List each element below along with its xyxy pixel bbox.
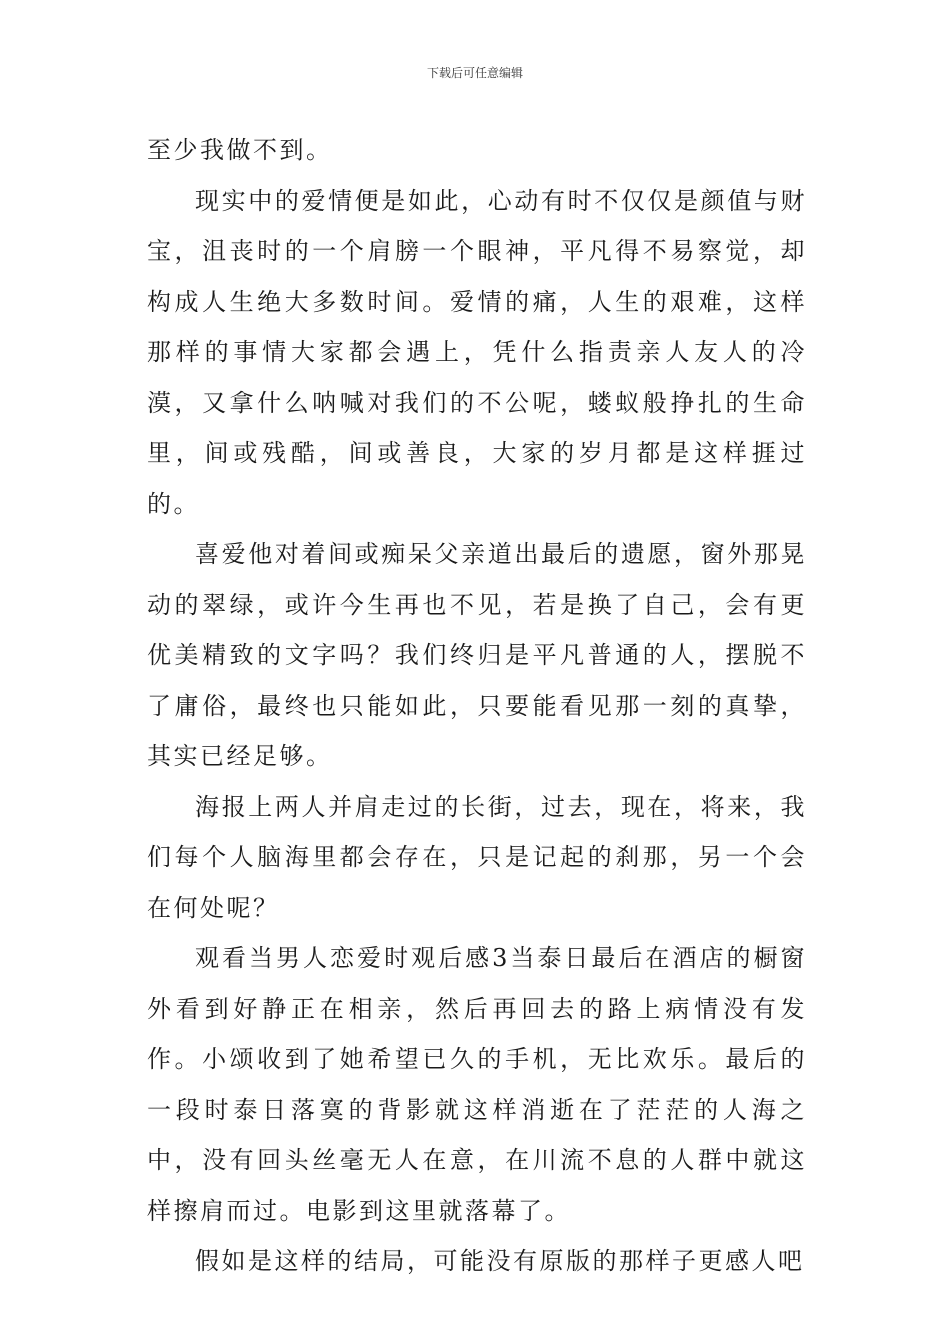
paragraph: 假如是这样的结局，可能没有原版的那样子更感人吧 <box>195 1247 805 1275</box>
paragraph: 观看当男人恋爱时观后感3当泰日最后在酒店的橱窗外看到好静正在相亲，然后再回去的路上病情没有发作。小颂收到了她希望已久的手机，无比欢乐。最后的一段时泰日落寞的背影就这样消逝在了茫茫的人海之中，没有回头丝毫无人在意，在川流不息的人群中就这样擦肩而过。电影到这里就落幕了。 <box>147 944 807 1225</box>
paragraph: 至少我做不到。 <box>147 136 333 164</box>
paragraph: 喜爱他对着间或痴呆父亲道出最后的遗愿，窗外那晃动的翠绿，或许今生再也不见，若是换了自己，会有更优美精致的文字吗？我们终归是平凡普通的人，摆脱不了庸俗，最终也只能如此，只要能看见那一刻的真挚，其实已经足够。 <box>147 540 807 770</box>
page-header: 下载后可任意编辑 <box>426 66 523 80</box>
paragraph: 海报上两人并肩走过的长街，过去，现在，将来，我们每个人脑海里都会存在，只是记起的刹那，另一个会在何处呢？ <box>147 792 807 922</box>
paragraph: 现实中的爱情便是如此，心动有时不仅仅是颜值与财宝，沮丧时的一个肩膀一个眼神，平凡得不易察觉，却构成人生绝大多数时间。爱情的痛，人生的艰难，这样那样的事情大家都会遇上，凭什么指责亲人友人的冷漠，又拿什么呐喊对我们的不公呢，蝼蚁般挣扎的生命里，间或残酷，间或善良，大家的岁月都是这样捱过的。 <box>147 186 807 518</box>
document-body <box>147 125 807 1287</box>
